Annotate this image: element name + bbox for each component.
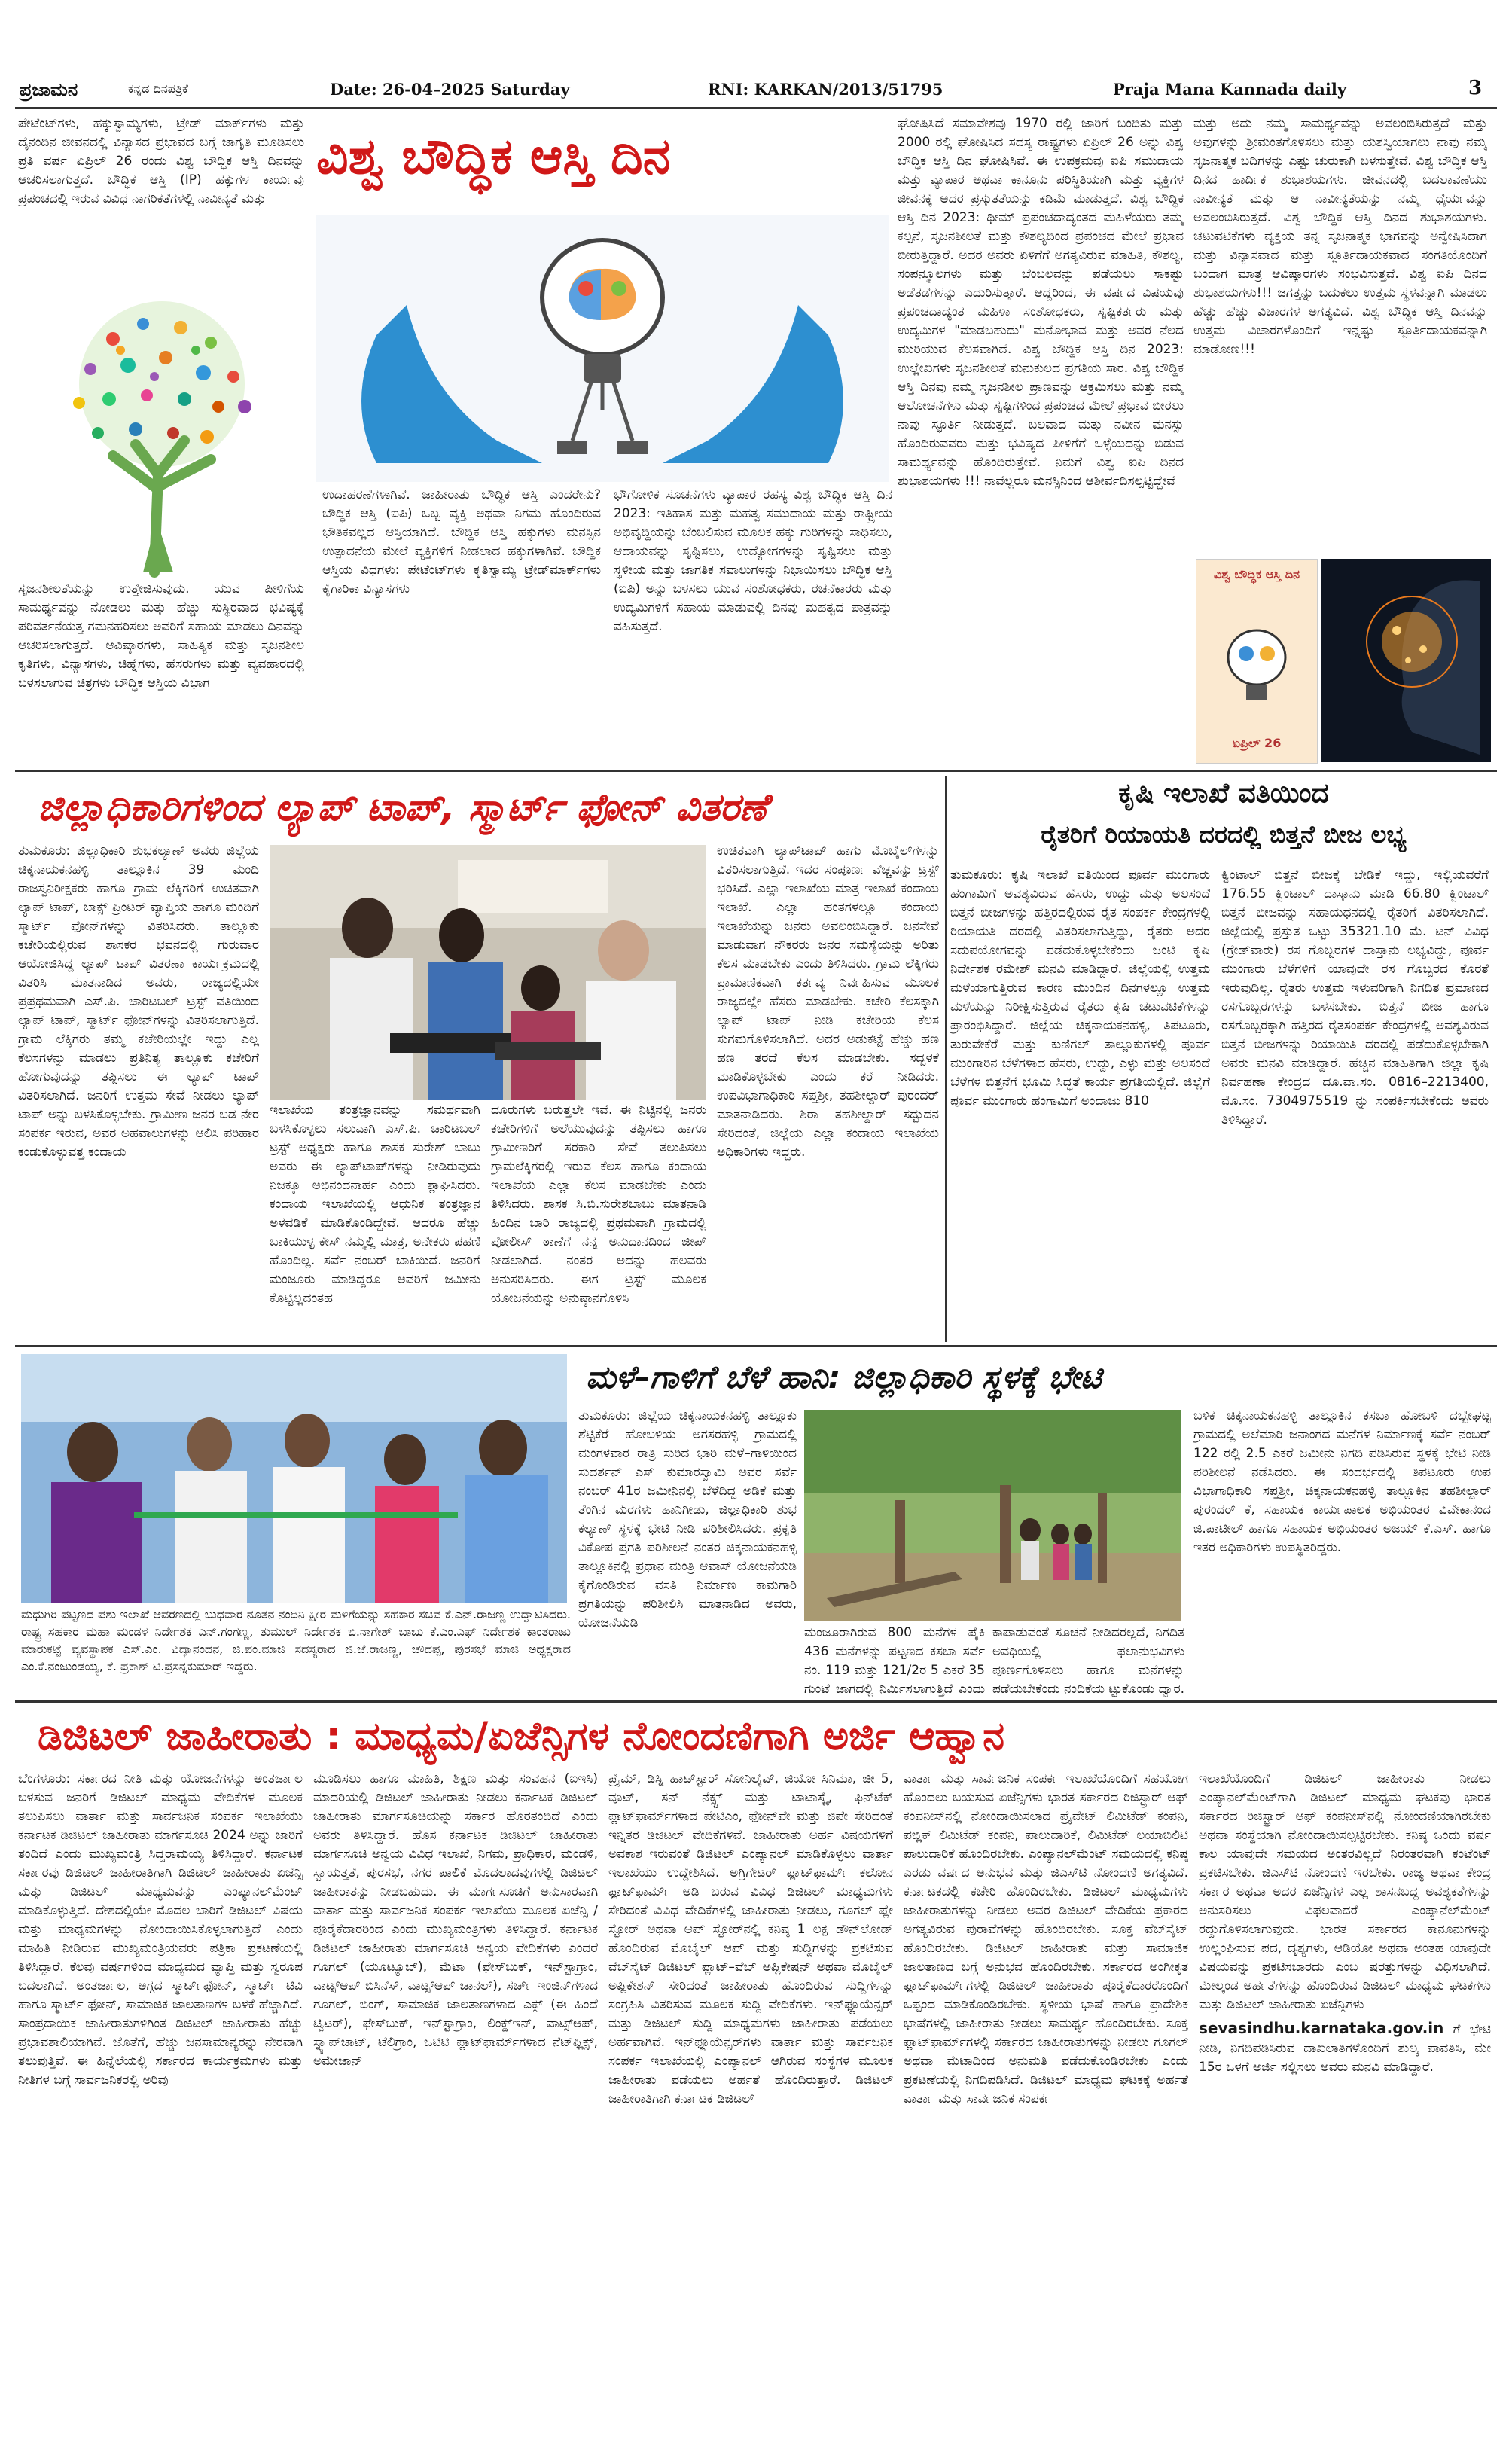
laptop-distribution-photo <box>270 845 706 1100</box>
story5-paragraph: ಇಲಾಖೆಯೊಂದಿಗೆ ಡಿಜಿಟಲ್‌ ಜಾಹೀರಾತು ನೀಡಲು ಎಂಪ್ಯಾನಲ್‌ಮೆಂಟ್‌ಗಾಗಿ ಡಿಜಿಟಲ್‌ ಮಾಧ್ಯಮ ಘಟಕವು ಭಾರತ ಸರ್ಕಾರದ ರಿಜಿಸ್ಟ್ರಾರ್‌ ಆಫ್‌ ಕಂಪನೀಸ್‌ನಲ್ಲಿ ನೋಂದಣಿಯಾಗಿರಬೇಕು ಅಥವಾ ಸಂಸ್ಥೆಯಾಗಿ ನೋಂದಾಯಿಸಲ್ಪಟ್ಟಿರಬೇಕು. ಕನಿಷ್ಠ ಒಂದು ವರ್ಷ ಕಾಲ ಯಾವುದೇ ಸಮಯದ ಅಂತರವಿಲ್ಲದೆ ನಿರಂತರವಾಗಿ ಕಂಟೆಂಟ್‌ ಪ್ರಕಟಿಸಬೇಕು. ಜಿಎಸ್‌ಟಿ ನೋಂದಣಿ ಇರಬೇಕು. ರಾಜ್ಯ ಅಥವಾ ಕೇಂದ್ರ ಸರ್ಕಾರ ಅಥವಾ ಅದರ ಏಜೆನ್ಸಿಗಳ ಎಲ್ಲ ಶಾಸನಬದ್ಧ ಅವಶ್ಯಕತೆಗಳನ್ನು ಅನುಸರಿಸಲು ವಿಫಲವಾದರೆ ಎಂಪ್ಯಾನೆಲ್‌ಮೆಂಟ್‌ ರದ್ದುಗೊಳಿಸಲಾಗುವುದು. ಭಾರತ ಸರ್ಕಾರದ ಕಾನೂನುಗಳನ್ನು ಉಲ್ಲಂಘಿಸುವ ಪದ, ದೃಶ್ಯಗಳು, ಆಡಿಯೋ ಅಥವಾ ಅಂತಹ ಯಾವುದೇ ವಿಷಯವನ್ನು ಪ್ರಕಟಿಸಬಾರದು ಎಂಬ ಷರತ್ತುಗಳನ್ನು ವಿಧಿಸಲಾಗಿದೆ. ಮೇಲ್ಕಂಡ ಅರ್ಹತೆಗಳನ್ನು ಹೊಂದಿರುವ ಡಿಜಿಟಲ್‌ ಮಾಧ್ಯಮ ಘಟಕಗಳು ಮತ್ತು ಡಿಜಿಟಲ್‌ ಜಾಹೀರಾತು ಏಜೆನ್ಸಿಗಳು <box>1199 1771 1491 2012</box>
dairy-inauguration-photo <box>21 1354 567 1603</box>
story2-col3 <box>491 1101 706 1342</box>
story5-headline <box>15 1703 1497 1770</box>
story1-paragraph: ಮತ್ತು ಅದು ನಮ್ಮ ಸಾಮರ್ಥ್ಯವನ್ನು ಅವಲಂಬಿಸಿರುತ್ತದೆ ಮತ್ತು ಅವುಗಳನ್ನು ಶ್ರೀಮಂತಗೊಳಿಸಲು ಮತ್ತು ಯಶಸ್ವಿಯಾಗಲು ನಾವು ನಮ್ಮ ಸೃಜನಾತ್ಮಕ ಬದಿಗಳನ್ನು ಎಷ್ಟು ಚುರುಕಾಗಿ ಬಳಸುತ್ತೇವೆ. ವಿಶ್ವ ಬೌದ್ಧಿಕ ಆಸ್ತಿ ದಿನದ ಹಾರ್ದಿಕ ಶುಭಾಶಯಗಳು. ಜೀವನದಲ್ಲಿ ಬದಲಾವಣೆಯು ನಾವೀನ್ಯತೆ ಮತ್ತು ಆ ನಾವೀನ್ಯತೆಯನ್ನು ನಮ್ಮ ಧೈರ್ಯವನ್ನು ಅವಲಂಬಿಸಿರುತ್ತದೆ. ವಿಶ್ವ ಬೌದ್ಧಿಕ ಆಸ್ತಿ ದಿನದ ಶುಭಾಶಯಗಳು. ಚಟುವಟಿಕೆಗಳು ವ್ಯಕ್ತಿಯ ತನ್ನ ಸೃಜನಾತ್ಮಕ ಭಾಗವನ್ನು ಅನ್ವೇಷಿಸಿದಾಗ ಮತ್ತು ವಿನ್ಯಾಸವಾದ ಮತ್ತು ಸ್ಪೂರ್ತಿದಾಯಕವಾದ ಸಂಗತಿಯೊಂದಿಗೆ ಬಂದಾಗ ಮಾತ್ರ ಆವಿಷ್ಕಾರಗಳು ಸಂಭವಿಸುತ್ತವೆ. ವಿಶ್ವ ಐಪಿ ದಿನದ ಶುಭಾಶಯಗಳು!!! ಜಗತ್ತನ್ನು ಬದುಕಲು ಉತ್ತಮ ಸ್ಥಳವನ್ನಾಗಿ ಮಾಡಲು ಹೆಚ್ಚು ಹೆಚ್ಚು ವಿಚಾರಗಳ ಅಗತ್ಯವಿದೆ. ವಿಶ್ವ ಬೌದ್ಧಿಕ ಆಸ್ತಿ ದಿನವನ್ನು ಉತ್ತಮ ವಿಚಾರಗಳೊಂದಿಗೆ ಇನ್ನಷ್ಟು ಸ್ಪೂರ್ತಿದಾಯಕವನ್ನಾಗಿ ಮಾಡೋಣ!!! <box>1193 116 1487 357</box>
story2-headline <box>15 774 945 842</box>
poster-top-text: ವಿಶ್ವ ಬೌದ್ಧಿಕ ಆಸ್ತಿ ದಿನ <box>1213 567 1300 581</box>
dairy-caption-text: ಮಧುಗಿರಿ ಪಟ್ಟಣದ ಪಶು ಇಲಾಖೆ ಆವರಣದಲ್ಲಿ ಬುಧವಾರ ನೂತನ ನಂದಿನಿ ಕ್ಷೀರ ಮಳಿಗೆಯನ್ನು ಸಹಕಾರ ಸಚಿವ ಕೆ.ಎನ್‌.ರಾಜಣ್ಣ ಉದ್ಘಾಟಿಸಿದರು. ರಾಷ್ಟ್ರ ಸಹಕಾರ ಮಹಾ ಮಂಡಳ ನಿರ್ದೇಶಕ ಎನ್‌.ಗಂಗಣ್ಣ, ತುಮುಲ್‌ ನಿರ್ದೇಶಕ ಬಿ.ನಾಗೇಶ್‌ ಬಾಬು ಕೆ.ಎಂ.ಎಫ್‌ ನಿರ್ದೇಶಕ ಕಾಂತರಾಜು ಮಾರುಕಟ್ಟೆ ವ್ಯವಸ್ಥಾಪಕ ಎಸ್‌.ಎಂ. ವಿದ್ಯಾನಂದನ, ಜಿ.ಪಂ.ಮಾಜಿ ಸದಸ್ಯರಾದ ಜಿ.ಜೆ.ರಾಜಣ್ಣ, ಚೌದಪ್ಪ, ಪುರಸಭೆ ಮಾಜಿ ಅಧ್ಯಕ್ಷರಾದ ಎಂ.ಕೆ.ನಂಜುಂಡಯ್ಯ, ಕೆ. ಪ್ರಕಾಶ್‌ ಟಿ.ಪ್ರಸನ್ನಕುಮಾರ್‌ ಇದ್ದರು. <box>21 1607 571 1673</box>
story1-col4 <box>1193 114 1487 559</box>
story4-paragraph: ಬಳಿಕ ಚಿಕ್ಕನಾಯಕನಹಳ್ಳಿ ತಾಲ್ಲೂಕಿನ ಕಸಬಾ ಹೋಬಳಿ ದಬ್ಬೇಘಟ್ಟ ಗ್ರಾಮದಲ್ಲಿ ಅಲೆಮಾರಿ ಜನಾಂಗದ ಮನೆಗಳ ನಿರ್ಮಾಣಕ್ಕೆ ಸರ್ವೆ ನಂಬರ್‌ 122 ರಲ್ಲಿ 2.5 ಎಕರೆ ಜಮೀನು ನಿಗದಿ ಪಡಿಸಿರುವ ಸ್ಥಳಕ್ಕೆ ಭೇಟಿ ನೀಡಿ ಪರಿಶೀಲನೆ ನಡೆಸಿದರು. ಈ ಸಂದರ್ಭದಲ್ಲಿ ತಿಪಟೂರು ಉಪ ವಿಭಾಗಾಧಿಕಾರಿ ಸಪ್ತಶ್ರೀ, ಚಿಕ್ಕನಾಯಕನಹಳ್ಳಿ ತಾಲ್ಲೂಕಿನ ತಹಶೀಲ್ದಾರ್‌ ಪುರಂದರ್‌ ಕೆ, ಸಹಾಯಕ ಕಾರ್ಯಪಾಲಕ ಅಭಿಯಂತರ ವಿವೇಕಾನಂದ ಜಿ.ಪಾಟೀಲ್‌ ಹಾಗೂ ಸಹಾಯಕ ಅಭಿಯಂತರ ಅಜಯ್‌ ಕೆ.ಎಸ್‌. ಹಾಗೂ ಇತರ ಅಧಿಕಾರಿಗಳು ಉಪಸ್ಥಿತರಿದ್ದರು. <box>1193 1408 1491 1555</box>
section-rule-3 <box>15 1345 1497 1347</box>
story5-paragraph: ವಾರ್ತಾ ಮತ್ತು ಸಾರ್ವಜನಿಕ ಸಂಪರ್ಕ ಇಲಾಖೆಯೊಂದಿಗೆ ಸಹಯೋಗ ಹೊಂದಲು ಬಯಸುವ ಏಜೆನ್ಸಿಗಳು ಭಾರತ ಸರ್ಕಾರದ ರಿಜಿಸ್ಟ್ರಾರ್‌ ಆಫ್‌ ಕಂಪನೀಸ್‌ನಲ್ಲಿ ನೋಂದಾಯಿಸಲಾದ ಪ್ರೈವೇಟ್‌ ಲಿಮಿಟೆಡ್‌ ಕಂಪನಿ, ಪಬ್ಲಿಕ್‌ ಲಿಮಿಟೆಡ್‌ ಕಂಪನಿ, ಪಾಲುದಾರಿಕೆ, ಲಿಮಿಟೆಡ್‌ ಲಯಾಬಿಲಿಟಿ ಪಾಲುದಾರಿಕೆ ಹೊಂದಿರಬೇಕು. ಎಂಪ್ಯಾನಲ್‌ಮೆಂಟ್‌ ಸಮಯದಲ್ಲಿ ಕನಿಷ್ಠ ಎರಡು ವರ್ಷದ ಅನುಭವ ಮತ್ತು ಜಿಎಸ್‌ಟಿ ನೋಂದಣಿ ಅಗತ್ಯವಿದೆ. ಕರ್ನಾಟಕದಲ್ಲಿ ಕಚೇರಿ ಹೊಂದಿರಬೇಕು. ಡಿಜಿಟಲ್‌ ಮಾಧ್ಯಮಗಳು ಜಾಹೀರಾತುಗಳನ್ನು ನೀಡಲು ಅವರ ಡಿಜಿಟಲ್‌ ವೇದಿಕೆಯ ಪ್ರಕಾರದ ಅಗತ್ಯವಿರುವ ಪುರಾವೆಗಳನ್ನು ಹೊಂದಿರಬೇಕು. ಸೂಕ್ತ ವೆಬ್‌ಸೈಟ್‌ ಹೊಂದಿರಬೇಕು. ಡಿಜಿಟಲ್‌ ಜಾಹೀರಾತು ಮತ್ತು ಸಾಮಾಜಿಕ ಜಾಲತಾಣದ ಬಗ್ಗೆ ಅನುಭವ ಹೊಂದಿರಬೇಕು. ಸರ್ಕಾರದ ಅಂಗೀಕೃತ ಫ್ಲಾಟ್‌ಫಾರ್ಮ್‌ಗಳಲ್ಲಿ ಡಿಜಿಟಲ್‌ ಜಾಹೀರಾತು ಪೂರೈಕೆದಾರರೊಂದಿಗೆ ಒಪ್ಪಂದ ಮಾಡಿಕೊಂಡಿರಬೇಕು. ಸ್ಥಳೀಯ ಭಾಷೆ ಹಾಗೂ ಪ್ರಾದೇಶಿಕ ಭಾಷೆಗಳಲ್ಲಿ ಜಾಹೀರಾತು ನೀಡಲು ಸಾಮರ್ಥ್ಯ ಹೊಂದಿರಬೇಕು. ಸೂಕ್ತ ಫ್ಲಾಟ್‌ಫಾರ್ಮ್‌ಗಳಲ್ಲಿ ಸರ್ಕಾರದ ಜಾಹೀರಾತುಗಳನ್ನು ನೀಡಲು ಗೂಗಲ್‌ ಅಥವಾ ಮೆಟಾದಿಂದ ಅನುಮತಿ ಪಡೆದುಕೊಂಡಿರಬೇಕು ಎಂದು ಪ್ರಕಟಣೆಯಲ್ಲಿ ನಿಗದಿಪಡಿಸಿದೆ. ಡಿಜಿಟಲ್‌ ಮಾಧ್ಯಮ ಘಟಕಕ್ಕೆ ಅರ್ಹತೆ ವಾರ್ತಾ ಮತ್ತು ಸಾರ್ವಜನಿಕ ಸಂಪರ್ಕ <box>904 1771 1188 2106</box>
masthead-rule <box>15 107 1497 109</box>
story3-col1 <box>950 866 1210 1342</box>
story4-photo-caption <box>804 1624 985 1699</box>
story2-paragraph: ಉಚಿತವಾಗಿ ಲ್ಯಾಪ್‌ಟಾಪ್‌ ಹಾಗು ಮೊಬೈಲ್‌ಗಳನ್ನು ವಿತರಿಸಲಾಗುತ್ತಿದೆ. ಇದರ ಸಂಪೂರ್ಣ ವೆಚ್ಚವನ್ನು ಟ್ರಸ್ಟ್‌ ಭರಿಸಿದೆ. ಎಲ್ಲಾ ಇಲಾಖೆಯ ಮಾತ್ರ ಇಲಾಖೆ ಕಂದಾಯ ಇಲಾಖೆ. ಎಲ್ಲಾ ಹಂತಗಳಲ್ಲೂ ಕಂದಾಯ ಇಲಾಖೆಯನ್ನು ಜನರು ಅವಲಂಬಿಸಿದ್ದಾರೆ. ಜನಸೇವೆ ಮಾಡುವಾಗ ನೌಕರರು ಜನರ ಸಮಸ್ಯೆಯನ್ನು ಅರಿತು ಕೆಲಸ ಮಾಡಬೇಕು ಎಂದು ತಿಳಿಸಿದರು. ಗ್ರಾಮ ಲೆಕ್ಕಿಗರು ಪ್ರಾಮಾಣಿಕವಾಗಿ ಕರ್ತವ್ಯ ನಿರ್ವಹಿಸುವ ಮೂಲಕ ರಾಜ್ಯದಲ್ಲೇ ಹೆಸರು ಮಾಡಬೇಕು. ಕಚೇರಿ ಕೆಲಸಕ್ಕಾಗಿ ಲ್ಯಾಪ್‌ ಟಾಪ್‌ ನೀಡಿ ಕಚೇರಿಯ ಕೆಲಸ ಸುಗಮಗೊಳಿಸಲಾಗಿದೆ. ಅದರ ಅಡುಕಟ್ಟೆ ಹೆಚ್ಚು ಹಣ ಹಣ ತರದೆ ಕೆಲಸ ಮಾಡಬೇಕು. ಸದ್ಬಳಕೆ ಮಾಡಿಕೊಳ್ಳಬೇಕು ಎಂದು ಕರೆ ನೀಡಿದರು. ಉಪವಿಭಾಗಾಧಿಕಾರಿ ಸಪ್ತಶ್ರೀ, ತಹಶೀಲ್ದಾರ್‌ ಪುರಂದರ್‌ ಮಾತನಾಡಿದರು. ಶಿರಾ ತಹಶೀಲ್ದಾರ್‌ ಸದ್ಬುದನ ಸೇರಿದಂತೆ, ಜಿಲ್ಲೆಯ ಎಲ್ಲಾ ಕಂದಾಯ ಇಲಾಖೆಯ ಅಧಿಕಾರಿಗಳು ಇದ್ದರು. <box>717 843 939 1160</box>
story2-headline-text: ಜಿಲ್ಲಾಧಿಕಾರಿಗಳಿಂದ ಲ್ಯಾಪ್‌ ಟಾಪ್‌, ಸ್ಮಾರ್ಟ್‌ ಫೋನ್‌ ವಿತರಣೆ <box>38 785 767 829</box>
story5-paragraph: ಮೂಡಿಸಲು ಹಾಗೂ ಮಾಹಿತಿ, ಶಿಕ್ಷಣ ಮತ್ತು ಸಂವಹನ (ಐಇಸಿ) ಮಾದರಿಯಲ್ಲಿ ಡಿಜಿಟಲ್‌ ಜಾಹೀರಾತು ನೀಡಲು ಕರ್ನಾಟಕ ಡಿಜಿಟಲ್‌ ಜಾಹೀರಾತು ಮಾರ್ಗಸೂಚಿಯನ್ನು ಸರ್ಕಾರ ಹೊರತಂದಿದೆ ಎಂದು ಅವರು ತಿಳಿಸಿದ್ದಾರೆ. ಹೊಸ ಕರ್ನಾಟಕ ಡಿಜಿಟಲ್‌ ಜಾಹೀರಾತು ಮಾರ್ಗಸೂಚಿ ಅನ್ವಯ ವಿವಿಧ ಇಲಾಖೆ, ನಿಗಮ, ಪ್ರಾಧಿಕಾರ, ಮಂಡಳಿ, ಸ್ವಾಯತ್ತತೆ, ಪುರಸಭೆ, ನಗರ ಪಾಲಿಕೆ ಮೊದಲಾದವುಗಳಲ್ಲಿ ಡಿಜಿಟಲ್‌ ಜಾಹೀರಾತನ್ನು ನೀಡಬಹುದು. ಈ ಮಾರ್ಗಸೂಚಿಗೆ ಅನುಸಾರವಾಗಿ ವಾರ್ತಾ ಮತ್ತು ಸಾರ್ವಜನಿಕ ಸಂಪರ್ಕ ಇಲಾಖೆಯ ಮೂಲಕ ಏಜೆನ್ಸಿ / ಪೂರೈಕೆದಾರರಿಂದ ಎಂದು ಮುಖ್ಯಮಂತ್ರಿಗಳು ತಿಳಿಸಿದ್ದಾರೆ. ಕರ್ನಾಟಕ ಡಿಜಿಟಲ್‌ ಜಾಹೀರಾತು ಮಾರ್ಗಸೂಚಿ ಅನ್ವಯ ವೇದಿಕೆಗಳು ಎಂದರೆ ಗೂಗಲ್‌ (ಯೂಟ್ಯೂಬ್‌), ಮೆಟಾ (ಫೇಸ್‌ಬುಕ್‌, ಇನ್‌ಸ್ಟಾಗ್ರಾಂ, ವಾಟ್ಸ್‌ಆಪ್‌ ಬಿಸಿನೆಸ್‌, ವಾಟ್ಸ್‌ಆಪ್‌ ಚಾನಲ್‌), ಸರ್ಚ್‌ ಇಂಜಿನ್‌ಗಳಾದ ಗೂಗಲ್‌, ಬಿಂಗ್‌, ಸಾಮಾಜಿಕ ಜಾಲತಾಣಗಳಾದ ಎಕ್ಸ್‌ (ಈ ಹಿಂದೆ ಟ್ವಿಟರ್‌), ಫೇಸ್‌ಬುಕ್‌, ಇನ್‌ಸ್ಟಾಗ್ರಾಂ, ಲಿಂಕ್ಡ್‌ಇನ್‌, ವಾಟ್ಸ್‌ಆಪ್‌, ಸ್ನ್ಯಾಪ್‌ಚಾಟ್‌, ಟೆಲಿಗ್ರಾಂ, ಒಟಿಟಿ ಪ್ಲಾಟ್‌ಫಾರ್ಮ್‌ಗಳಾದ ನೆಟ್‌ಫ್ಲಿಕ್ಸ್‌, ಅಮೇಜಾನ್‌ <box>313 1771 598 2069</box>
story1-paragraph: ಸೃಜನಶೀಲತೆಯನ್ನು ಉತ್ತೇಜಿಸುವುದು. ಯುವ ಪೀಳಿಗೆಯ ಸಾಮರ್ಥ್ಯವನ್ನು ನೋಡಲು ಮತ್ತು ಹೆಚ್ಚು ಸುಸ್ಥಿರವಾದ ಭವಿಷ್ಯಕ್ಕೆ ಪರಿವರ್ತನೆಯತ್ತ ಗಮನಹರಿಸಲು ಅವರಿಗೆ ಸಹಾಯ ಮಾಡಲು ದಿನವನ್ನು ಆಚರಿಸಲಾಗುತ್ತದೆ. ಆವಿಷ್ಕಾರಗಳು, ಸಾಹಿತ್ಯಿಕ ಮತ್ತು ಸೃಜನಶೀಲ ಕೃತಿಗಳು, ವಿನ್ಯಾಸಗಳು, ಚಿಹ್ನೆಗಳು, ಹೆಸರುಗಳು ಮತ್ತು ವ್ಯವಹಾರದಲ್ಲಿ ಬಳಸಲಾಗುವ ಚಿತ್ರಗಳು ಬೌದ್ಧಿಕ ಆಸ್ತಿಯ ವಿಭಾಗ <box>18 581 304 691</box>
story5-col4 <box>904 1770 1188 2432</box>
story1-paragraph: ಭೌಗೋಳಿಕ ಸೂಚನೆಗಳು ವ್ಯಾಪಾರ ರಹಸ್ಯ ವಿಶ್ವ ಬೌದ್ಧಿಕ ಆಸ್ತಿ ದಿನ 2023: ಇತಿಹಾಸ ಮತ್ತು ಮಹತ್ವ ಸಮುದಾಯ ಮತ್ತು ರಾಷ್ಟ್ರೀಯ ಅಭಿವೃದ್ಧಿಯನ್ನು ಬೆಂಬಲಿಸುವ ಮೂಲಕ ಹಕ್ಕು ಗುರಿಗಳನ್ನು ಸಾಧಿಸಲು, ಆದಾಯವನ್ನು ಸೃಷ್ಟಿಸಲು, ಉದ್ಯೋಗಗಳನ್ನು ಸೃಷ್ಟಿಸಲು ಮತ್ತು ಸ್ಥಳೀಯ ಮತ್ತು ಜಾಗತಿಕ ಸವಾಲುಗಳನ್ನು ನಿಭಾಯಿಸಲು ಬೌದ್ಧಿಕ ಆಸ್ತಿ (ಐಪಿ) ಅನ್ನು ಬಳಸಲು ಯುವ ಸಂಶೋಧಕರು, ರಚನೆಕಾರರು ಮತ್ತು ಉದ್ಯಮಿಗಳಿಗೆ ಸಹಾಯ ಮಾಡುವಲ್ಲಿ ದಿನವು ಮಹತ್ವದ ಪಾತ್ರವನ್ನು ವಹಿಸುತ್ತದೆ. <box>614 487 892 634</box>
masthead-rni: RNI: KARKAN/2013/51795 <box>708 80 943 99</box>
story1-under-image-a <box>322 486 601 764</box>
story1-paragraph: ಪೇಟೆಂಟ್‌ಗಳು, ಹಕ್ಕುಸ್ವಾಮ್ಯಗಳು, ಟ್ರೇಡ್‌ ಮಾರ್ಕ್‌ಗಳು ಮತ್ತು ದೈನಂದಿನ ಜೀವನದಲ್ಲಿ ವಿನ್ಯಾಸದ ಪ್ರಭಾವದ ಬಗ್ಗೆ ಜಾಗೃತಿ ಮೂಡಿಸಲು ಪ್ರತಿ ವರ್ಷ ಏಪ್ರಿಲ್‌ 26 ರಂದು ವಿಶ್ವ ಬೌದ್ಧಿಕ ಆಸ್ತಿ ದಿನವನ್ನು ಆಚರಿಸಲಾಗುತ್ತದೆ. ಬೌದ್ಧಿಕ ಆಸ್ತಿ (IP) ಹಕ್ಕುಗಳ ಕಾರ್ಯವು ಪ್ರಪಂಚದಲ್ಲಿ ಇರುವ ವಿವಿಧ ನಾಗರಿಕತೆಗಳಲ್ಲಿ ನಾವೀನ್ಯತೆ ಮತ್ತು <box>18 116 304 206</box>
tree-illustration <box>23 294 301 580</box>
story2-paragraph: ಇಲಾಖೆಯ ತಂತ್ರಜ್ಞಾನವನ್ನು ಸಮರ್ಥವಾಗಿ ಬಳಸಿಕೊಳ್ಳಲು ಸಲುವಾಗಿ ಎಸ್‌.ಪಿ. ಚಾರಿಟಬಲ್‌ ಟ್ರಸ್ಟ್‌ ಅಧ್ಯಕ್ಷರು ಹಾಗೂ ಶಾಸಕ ಸುರೇಶ್‌ ಬಾಬು ಅವರು ಈ ಲ್ಯಾಪ್‌ಟಾಪ್‌ಗಳನ್ನು ನೀಡಿರುವುದು ನಿಜಕ್ಕೂ ಅಭಿನಂದನಾರ್ಹ ಎಂದು ಶ್ಲಾಘಿಸಿದರು. ಕಂದಾಯ ಇಲಾಖೆಯಲ್ಲಿ ಆಧುನಿಕ ತಂತ್ರಜ್ಞಾನ ಅಳವಡಿಕೆ ಮಾಡಿಕೊಂಡಿದ್ದೇವೆ. ಆದರೂ ಹೆಚ್ಚು ಬಾಕಿಯುಳ್ಳ ಕೇಸ್‌ ನಮ್ಮಲ್ಲಿ ಮಾತ್ರ, ಅನೇಕರು ಪಹಣಿ ಹೊಂದಿಲ್ಲ. ಸರ್ವೆ ನಂಬರ್‌ ಬಾಕಿಯಿದೆ. ಜನರಿಗೆ ಮಂಜೂರು ಮಾಡಿದ್ದರೂ ಅವರಿಗೆ ಜಮೀನು ಕೊಟ್ಟಿಲ್ಲದಂತಹ <box>270 1103 480 1306</box>
crop-field-photo <box>804 1410 1181 1621</box>
story2-col2 <box>270 1101 480 1342</box>
story5-col3 <box>608 1770 893 2432</box>
story3-headline <box>950 774 1497 865</box>
story4-col3 <box>1193 1407 1491 1700</box>
head-profile-image <box>1321 559 1491 762</box>
ip-day-hero-image <box>316 215 889 482</box>
story4-col2 <box>992 1624 1184 1699</box>
story3-paragraph: ಕ್ವಿಂಟಾಲ್‌ ಬಿತ್ತನೆ ಬೀಜಕ್ಕೆ ಬೇಡಿಕೆ ಇದ್ದು, ಇಲ್ಲಿಯವರೆಗೆ 176.55 ಕ್ವಿಂಟಾಲ್‌ ದಾಸ್ತಾನು ಮಾಡಿ 66.80 ಕ್ವಿಂಟಾಲ್‌ ಬಿತ್ತನೆ ಬೀಜವನ್ನು ಸಹಾಯಧನದಲ್ಲಿ ರೈತರಿಗೆ ವಿತರಿಸಲಾಗಿದೆ. ಜಿಲ್ಲೆಯಲ್ಲಿ ಪ್ರಸ್ತುತ ಒಟ್ಟು 35321.10 ಮೆ. ಟನ್‌ ವಿವಿಧ (ಗ್ರೇಡ್‌ವಾರು) ರಸ ಗೊಬ್ಬರಗಳ ದಾಸ್ತಾನು ಲಭ್ಯವಿದ್ದು, ಪೂರ್ವ ಮುಂಗಾರು ಬೆಳೆಗಳಿಗೆ ಯಾವುದೇ ರಸ ಗೊಬ್ಬರದ ಕೊರತೆ ಇರುವುದಿಲ್ಲ. ರೈತರು ಉತ್ತಮ ಇಳುವರಿಗಾಗಿ ನಿಗದಿತ ಪ್ರಮಾಣದ ರಸಗೊಬ್ಬರಗಳನ್ನು ಬಳಸಬೇಕು. ಬಿತ್ತನೆ ಬೀಜ ಹಾಗೂ ರಸಗೊಬ್ಬರಕ್ಕಾಗಿ ಹತ್ತಿರದ ರೈತಸಂಪರ್ಕ ಕೇಂದ್ರಗಳಲ್ಲಿ ಅವಶ್ಯವಿರುವ ಬಿತ್ತನೆ ಬೀಜಗಳನ್ನು ರಿಯಾಯಿತಿ ದರದಲ್ಲಿ ಪಡೆದುಕೊಳ್ಳಬೇಕಾಗಿ ಅವರು ಮನವಿ ಮಾಡಿದ್ದಾರೆ. ಹೆಚ್ಚಿನ ಮಾಹಿತಿಗಾಗಿ ಜಿಲ್ಲಾ ಕೃಷಿ ನಿರ್ವಹಣಾ ಕೇಂದ್ರದ ದೂ.ವಾ.ಸಂ. 0816–2213400, ಮೊ.ಸಂ. 7304975519 ನ್ನು ಸಂಪರ್ಕಿಸಬೇಕೆಂದು ಅವರು ತಿಳಿಸಿದ್ದಾರೆ. <box>1221 868 1489 1127</box>
story5-col5 <box>1199 1770 1491 2432</box>
story4-headline-text: ಮಳೆ–ಗಾಳಿಗೆ ಬೆಳೆ ಹಾನಿ: ಜಿಲ್ಲಾಧಿಕಾರಿ ಸ್ಥಳಕ್ಕೆ ಭೇಟಿ <box>586 1359 1102 1395</box>
dairy-photo-caption <box>21 1606 571 1692</box>
story3-headline-line1: ಕೃಷಿ ಇಲಾಖೆ ವತಿಯಿಂದ <box>1118 778 1329 809</box>
masthead-paper-name: Praja Mana Kannada daily <box>1113 80 1347 99</box>
story5-headline-text: ಡಿಜಿಟಲ್‌ ಜಾಹೀರಾತು : ಮಾಧ್ಯಮ/ಏಜೆನ್ಸಿಗಳ ನೋಂದಣಿಗಾಗಿ ಅರ್ಜಿ ಆಹ್ವಾನ <box>38 1714 1005 1759</box>
poster-bottom-text: ಏಪ್ರಿಲ್‌ 26 <box>1232 736 1282 750</box>
story4-paragraph: ಕಾಪಾಡುವಂತೆ ಸೂಚನೆ ನೀಡಿದರಲ್ಲದೆ, ನಿಗದಿತ ಅವಧಿಯಲ್ಲಿ ಫಲಾನುಭವಿಗಳು ಪೂರ್ಣಗೊಳಿಸಲು ಹಾಗೂ ಮನೆಗಳನ್ನು ಪಡೆಯಬೇಕೆಂದು ನಂದಿಕೆಯ ಟ್ಟುಕೊಂಡು ದ್ವಾರ. <box>992 1625 1184 1697</box>
section-rule-4 <box>15 1700 1497 1703</box>
story2-col1 <box>18 842 259 1339</box>
section-rule-1 <box>15 770 1497 772</box>
masthead-brand: ಪ್ರಜಾಮನ <box>20 78 78 100</box>
story2-paragraph: ತುಮಕೂರು: ಜಿಲ್ಲಾಧಿಕಾರಿ ಶುಭಕಲ್ಯಾಣ್‌ ಅವರು ಜಿಲ್ಲೆಯ ಚಿಕ್ಕನಾಯಕನಹಳ್ಳಿ ತಾಲ್ಲೂಕಿನ 39 ಮಂದಿ ರಾಜಸ್ವನಿರೀಕ್ಷಕರು ಹಾಗೂ ಗ್ರಾಮ ಲೆಕ್ಕಿಗರಿಗೆ ಉಚಿತವಾಗಿ ಲ್ಯಾಪ್‌ ಟಾಪ್‌, ಬಾಕ್ಸ್‌ ಪ್ರಿಂಟರ್‌ ವ್ಯಾಪ್ತಿಯ ಹಾಗೂ ಮಂದಿಗೆ ಸ್ಮಾರ್ಟ್‌ ಫೋನ್‌ಗಳನ್ನು ವಿತರಿಸಿದರು. ತಾಲ್ಲೂಕು ಕಚೇರಿಯಲ್ಲಿರುವ ಶಾಸಕರ ಭವನದಲ್ಲಿ ಗುರುವಾರ ಆಯೋಜಿಸಿದ್ದ ಲ್ಯಾಪ್‌ ಟಾಪ್‌ ವಿತರಣಾ ಕಾರ್ಯಕ್ರಮದಲ್ಲಿ ವಿತರಿಸಿ ಮಾತನಾಡಿದ ಅವರು, ರಾಜ್ಯದಲ್ಲಿಯೇ ಪ್ರಪ್ರಥಮವಾಗಿ ಎಸ್‌.ಪಿ. ಚಾರಿಟಬಲ್‌ ಟ್ರಸ್ಟ್‌ ವತಿಯಿಂದ ಲ್ಯಾಪ್‌ ಟಾಪ್‌, ಸ್ಮಾರ್ಟ್‌ ಫೋನ್‌ಗಳನ್ನು ವಿತರಿಸಲಾಗುತ್ತಿದೆ. ಗ್ರಾಮ ಲೆಕ್ಕಿಗರು ತಮ್ಮ ಕಚೇರಿಯಲ್ಲೇ ಇದ್ದು ಎಲ್ಲ ಕೆಲಸಗಳನ್ನು ಮಾಡಲು ಪ್ರತಿನಿತ್ಯ ತಾಲ್ಲೂಕು ಕಚೇರಿಗೆ ಹೋಗುವುದನ್ನು ತಪ್ಪಿಸಲು ಈ ಲ್ಯಾಪ್‌ ಟಾಪ್‌ ವಿತರಿಸಲಾಗಿದೆ. ಜನರಿಗೆ ಉತ್ತಮ ಸೇವೆ ನೀಡಲು ಲ್ಯಾಪ್‌ ಟಾಪ್‌ ಅನ್ನು ಬಳಸಿಕೊಳ್ಳಬೇಕು. ಗ್ರಾಮೀಣ ಜನರ ಬಡ ನೇರ ಸಂಪರ್ಕ ಇರುವ, ಅವರ ಅಹವಾಲುಗಳನ್ನು ಆಲಿಸಿ ಪರಿಹಾರ ಕಂಡುಕೊಳ್ಳುವತ್ತ ಕಂದಾಯ <box>18 843 259 1160</box>
masthead-date: Date: 26-04–2025 Saturday <box>330 80 570 99</box>
story5-col1 <box>18 1770 303 2432</box>
story1-paragraph: ಘೋಷಿಸಿದೆ ಸಮಾವೇಶವು 1970 ರಲ್ಲಿ ಜಾರಿಗೆ ಬಂದಿತು ಮತ್ತು 2000 ರಲ್ಲಿ ಘೋಷಿಸಿದ ಸದಸ್ಯ ರಾಷ್ಟ್ರಗಳು ಏಪ್ರಿಲ್‌ 26 ಅನ್ನು ವಿಶ್ವ ಬೌದ್ಧಿಕ ಆಸ್ತಿ ದಿನ ಘೋಷಿಸಿವೆ. ಈ ಉಪಕ್ರಮವು ಐಪಿ ಸಮುದಾಯ ಮತ್ತು ವ್ಯಾಪಾರ ಅಥವಾ ಕಾನೂನು ಪರಿಸ್ಥಿತಿಯಾಗಿ ಮತ್ತು ವ್ಯಕ್ತಿಗಳ ಜೀವನಕ್ಕೆ ಅದರ ಪ್ರಸ್ತುತತೆಯನ್ನು ಕಡಿಮೆ ಮಾಡುತ್ತದೆ. ವಿಶ್ವ ಬೌದ್ಧಿಕ ಆಸ್ತಿ ದಿನ 2023: ಥೀಮ್‌ ಪ್ರಪಂಚದಾದ್ಯಂತದ ಮಹಿಳೆಯರು ತಮ್ಮ ಕಲ್ಪನೆ, ಸೃಜನಶೀಲತೆ ಮತ್ತು ಕೌಶಲ್ಯದಿಂದ ಪ್ರಪಂಚದ ಮೇಲೆ ಪ್ರಭಾವ ಬೀರುತ್ತಿದ್ದಾರೆ. ಅದರ ಅವರು ಏಳಿಗೆಗೆ ಅಗತ್ಯವಿರುವ ಮಾಹಿತಿ, ಕೌಶಲ್ಯ, ಸಂಪನ್ಮೂಲಗಳು ಮತ್ತು ಬೆಂಬಲವನ್ನು ಪಡೆಯಲು ಸಾಕಷ್ಟು ಅಡೆತಡೆಗಳನ್ನು ಎದುರಿಸುತ್ತಾರೆ. ಆದ್ದರಿಂದ, ಈ ವರ್ಷದ ವಿಷಯವು ಪ್ರಪಂಚದಾದ್ಯಂತ ಮಹಿಳಾ ಸಂಶೋಧಕರು, ಸೃಷ್ಟಿಕರ್ತರು ಮತ್ತು ಉದ್ಯಮಿಗಳ "ಮಾಡಬಹುದು" ಮನೋಭಾವ ಮತ್ತು ಅವರ ನೆಲದ ಮುರಿಯುವ ಕೆಲಸವಾಗಿದೆ. ವಿಶ್ವ ಬೌದ್ಧಿಕ ಆಸ್ತಿ ದಿನ 2023: ಉಲ್ಲೇಖಗಳು ಸೃಜನಶೀಲತೆ ಮನುಕುಲದ ಪ್ರಗತಿಯ ಸಾರ. ವಿಶ್ವ ಬೌದ್ಧಿಕ ಆಸ್ತಿ ದಿನವು ನಮ್ಮ ಸೃಜನಶೀಲ ಪ್ರಾಣವನ್ನು ಆಕ್ರಮಿಸಲು ಮತ್ತು ನಮ್ಮ ಆಲೋಚನೆಗಳು ಮತ್ತು ಸೃಷ್ಟಿಗಳಿಂದ ಪ್ರಪಂಚದ ಮೇಲೆ ಪ್ರಭಾವ ಬೀರಲು ನಾವು ಸ್ಫೂರ್ತಿ ನೀಡುತ್ತದೆ. ಬಲವಾದ ಮತ್ತು ನವೀನ ಮನಸ್ಸು ಹೊಂದಿರುವವರು ಮತ್ತು ಭವಿಷ್ಯದ ಪೀಳಿಗೆಗೆ ಒಳ್ಳೆಯದನ್ನು ಬಿಡುವ ಸಾಮರ್ಥ್ಯವನ್ನು ಹೊಂದಿರುತ್ತೇವೆ. ನಿಮಗೆ ವಿಶ್ವ ಐಪಿ ದಿನದ ಶುಭಾಶಯಗಳು !!! ನಾವೆಲ್ಲರೂ ಮನಸ್ಸಿನಿಂದ ಆಶೀರ್ವದಿಸಲ್ಪಟ್ಟಿದ್ದೇವೆ <box>898 116 1184 489</box>
ip-day-poster <box>1196 559 1318 764</box>
story4-headline <box>578 1348 1497 1408</box>
story1-col1-top <box>18 114 304 292</box>
story3-col2 <box>1221 866 1489 1342</box>
story1-paragraph: ಉದಾಹರಣೆಗಳಾಗಿವೆ. ಜಾಹೀರಾತು ಬೌದ್ಧಿಕ ಆಸ್ತಿ ಎಂದರೇನು? ಬೌದ್ಧಿಕ ಆಸ್ತಿ (ಐಪಿ) ಒಬ್ಬ ವ್ಯಕ್ತಿ ಅಥವಾ ನಿಗಮ ಹೊಂದಿರುವ ಭೌತಿಕವಲ್ಲದ ಆಸ್ತಿಯಾಗಿದೆ. ಬೌದ್ಧಿಕ ಆಸ್ತಿ ಹಕ್ಕುಗಳು ಮನಸ್ಸಿನ ಉತ್ಪಾದನೆಯ ಮೇಲೆ ವ್ಯಕ್ತಿಗಳಿಗೆ ನೀಡಲಾದ ಹಕ್ಕುಗಳಾಗಿವೆ. ಬೌದ್ಧಿಕ ಆಸ್ತಿಯ ವಿಧಗಳು: ಪೇಟೆಂಟ್‌ಗಳು ಕೃತಿಸ್ವಾಮ್ಯ ಟ್ರೇಡ್‌ಮಾರ್ಕ್‌ಗಳು ಕೈಗಾರಿಕಾ ವಿನ್ಯಾಸಗಳು <box>322 487 601 596</box>
story2-col4 <box>717 842 939 1342</box>
section-rule-2 <box>945 776 947 1342</box>
story1-headline <box>309 113 889 203</box>
story1-col1-bottom <box>18 580 304 768</box>
story5-col2 <box>313 1770 598 2432</box>
story4-paragraph: ಮಂಜೂರಾಗಿರುವ 800 ಮನೆಗಳ ಪೈಕಿ 436 ಮನೆಗಳನ್ನು ಪಟ್ಟಣದ ಕಸಬಾ ಸರ್ವೆ ನಂ. 119 ಮತ್ತು 121/2ರ 5 ಎಕರೆ 35 ಗುಂಟೆ ಜಾಗದಲ್ಲಿ ನಿರ್ಮಿಸಲಾಗುತ್ತಿದೆ ಎಂದು <box>804 1625 985 1697</box>
masthead-tagline: ಕನ್ನಡ ದಿನಪತ್ರಿಕೆ <box>128 81 189 96</box>
masthead <box>15 75 1497 107</box>
story5-paragraph: ಪ್ರೈಮ್‌, ಡಿಸ್ನಿ ಹಾಟ್‌ಸ್ಟಾರ್‌ ಸೋನಿಲೈವ್‌, ಜಿಯೋ ಸಿನಿಮಾ, ಜೀ 5, ವೂಟ್‌, ಸನ್‌ ನೆಕ್ಸ್ಟ್‌ ಮತ್ತು ಟಾಟಾಸ್ಕೈ, ಫಿನ್‌ಟೆಕ್‌ ಪ್ಲಾಟ್‌ಫಾರ್ಮ್‌ಗಳಾದ ಪೇಟಿಎಂ, ಫೋನ್‌ಪೇ ಮತ್ತು ಜಿಪೇ ಸೇರಿದಂತೆ ಇನ್ನಿತರ ಡಿಜಿಟಲ್‌ ವೇದಿಕೆಗಳಿವೆ. ಜಾಹೀರಾತು ಅರ್ಹ ವಿಷಯಗಳಿಗೆ ಅವಕಾಶ ಇರುವಂತೆ ಡಿಜಿಟಲ್‌ ಎಂಪ್ಯಾನಲ್‌ ಮಾಡಿಕೊಳ್ಳಲು ವಾರ್ತಾ ಇಲಾಖೆಯು ಉದ್ದೇಶಿಸಿದೆ. ಅಗ್ರಿಗೇಟರ್‌ ಪ್ಲಾಟ್‌ಫಾರ್ಮ್‌ ಕಲೋನ ಫ್ಲಾಟ್‌ಫಾರ್ಮ್‌ ಅಡಿ ಬರುವ ವಿವಿಧ ಡಿಜಿಟಲ್‌ ಮಾಧ್ಯಮಗಳು ಸೇರಿದಂತೆ ವಿವಿಧ ವೇದಿಕೆಗಳಲ್ಲಿ ಜಾಹೀರಾತು ನೀಡಲು, ಗೂಗಲ್‌ ಪ್ಲೇ ಸ್ಟೋರ್‌ ಅಥವಾ ಆಪ್‌ ಸ್ಟೋರ್‌ನಲ್ಲಿ ಕನಿಷ್ಠ 1 ಲಕ್ಷ ಡೌನ್‌ಲೋಡ್‌ ಹೊಂದಿರುವ ಮೊಬೈಲ್‌ ಆಪ್‌ ಮತ್ತು ಸುದ್ದಿಗಳನ್ನು ಪ್ರಕಟಿಸುವ ವೆಬ್‌ಸೈಟ್‌ ಡಿಜಿಟಲ್‌ ಫ್ಲಾಟ್‌–ವೆಬ್‌ ಅಪ್ಲಿಕೇಷನ್‌ ಅಥವಾ ಮೊಬೈಲ್‌ ಅಪ್ಲಿಕೇಶನ್‌ ಸೇರಿದಂತೆ ಜಾಹೀರಾತು ಹೊಂದಿರುವ ಸುದ್ದಿಗಳನ್ನು ಸಂಗ್ರಹಿಸಿ ವಿತರಿಸುವ ಮೂಲಕ ಸುದ್ದಿ ವೇದಿಕೆಗಳು. ಇನ್‌ಫ್ಲೂಯೆನ್ಸರ್‌ ಮತ್ತು ಡಿಜಿಟಲ್‌ ಸುದ್ದಿ ಮಾಧ್ಯಮಗಳು ಜಾಹೀರಾತು ಪಡೆಯಲು ಅರ್ಹವಾಗಿವೆ. ಇನ್‌ಫ್ಲೂಯೆನ್ಸರ್‌ಗಳು ವಾರ್ತಾ ಮತ್ತು ಸಾರ್ವಜನಿಕ ಸಂಪರ್ಕ ಇಲಾಖೆಯಲ್ಲಿ ಎಂಪ್ಯಾನಲ್‌ ಆಗಿರುವ ಸಂಸ್ಥೆಗಳ ಮೂಲಕ ಜಾಹೀರಾತು ಪಡೆಯಲು ಅರ್ಹತೆ ಹೊಂದಿರುತ್ತಾರೆ. ಡಿಜಿಟಲ್‌ ಜಾಹೀರಾತಿಗಾಗಿ ಕರ್ನಾಟಕ ಡಿಜಿಟಲ್‌ <box>608 1771 893 2106</box>
story2-paragraph: ದೂರುಗಳು ಬರುತ್ತಲೇ ಇವೆ. ಈ ನಿಟ್ಟಿನಲ್ಲಿ ಜನರು ಕಚೇರಿಗಳಿಗೆ ಅಲೆಯುವುದನ್ನು ತಪ್ಪಿಸಲು ಹಾಗೂ ಗ್ರಾಮೀಣರಿಗೆ ಸರಕಾರಿ ಸೇವೆ ತಲುಪಿಸಲು ಗ್ರಾಮಲೆಕ್ಕಿಗರಲ್ಲಿ ಇರುವ ಕೆಲಸ ಹಾಗೂ ಕಂದಾಯ ಇಲಾಖೆಯ ಎಲ್ಲಾ ಕೆಲಸ ಮಾಡಬೇಕು ಎಂದು ತಿಳಿಸಿದರು. ಶಾಸಕ ಸಿ.ಬಿ.ಸುರೇಶಬಾಬು ಮಾತನಾಡಿ ಹಿಂದಿನ ಬಾರಿ ರಾಜ್ಯದಲ್ಲಿ ಪ್ರಥಮವಾಗಿ ಗ್ರಾಮದಲ್ಲಿ ಪೋಲೀಸ್‌ ಠಾಣೆಗೆ ನನ್ನ ಅನುದಾನದಿಂದ ಜೀಪ್‌ ನೀಡಲಾಗಿದೆ. ನಂತರ ಅದನ್ನು ಹಲವರು ಅನುಸರಿಸಿದರು. ಈಗ ಟ್ರಸ್ಟ್‌ ಮೂಲಕ ಯೋಜನೆಯನ್ನು ಅನುಷ್ಠಾನಗೊಳಿಸಿ <box>491 1103 706 1306</box>
story3-headline-line2: ರೈತರಿಗೆ ರಿಯಾಯತಿ ದರದಲ್ಲಿ ಬಿತ್ತನೆ ಬೀಜ ಲಭ್ಯ <box>1041 820 1407 849</box>
story4-col1 <box>578 1407 797 1693</box>
story5-paragraph: ಬೆಂಗಳೂರು: ಸರ್ಕಾರದ ನೀತಿ ಮತ್ತು ಯೋಜನೆಗಳನ್ನು ಅಂತರ್ಜಾಲ ಬಳಸುವ ಜನರಿಗೆ ಡಿಜಿಟಲ್‌ ಮಾಧ್ಯಮ ವೇದಿಕೆಗಳ ಮೂಲಕ ತಲುಪಿಸಲು ವಾರ್ತಾ ಮತ್ತು ಸಾರ್ವಜನಿಕ ಸಂಪರ್ಕ ಇಲಾಖೆಯು ಕರ್ನಾಟಕ ಡಿಜಿಟಲ್‌ ಜಾಹೀರಾತು ಮಾರ್ಗಸೂಚಿ 2024 ಅನ್ನು ಜಾರಿಗೆ ತಂದಿದೆ ಎಂದು ಮುಖ್ಯಮಂತ್ರಿ ಸಿದ್ದರಾಮಯ್ಯ ತಿಳಿಸಿದ್ದಾರೆ. ಕರ್ನಾಟಕ ಸರ್ಕಾರವು ಡಿಜಿಟಲ್‌ ಜಾಹೀರಾತಿಗಾಗಿ ಡಿಜಿಟಲ್‌ ಜಾಹೀರಾತು ಏಜೆನ್ಸಿ ಮತ್ತು ಡಿಜಿಟಲ್‌ ಮಾಧ್ಯಮವನ್ನು ಎಂಪ್ಯಾನಲ್‌ಮೆಂಟ್‌ ಮಾಡಿಕೊಳ್ಳುತ್ತಿದೆ. ದೇಶದಲ್ಲಿಯೇ ಮೊದಲ ಬಾರಿಗೆ ಡಿಜಿಟಲ್‌ ವಿಷಯ ಮತ್ತು ಮಾಧ್ಯಮಗಳನ್ನು ನೋಂದಾಯಿಸಿಕೊಳ್ಳಲಾಗುತ್ತಿದೆ ಎಂದು ಮಾಹಿತಿ ನೀಡಿರುವ ಮುಖ್ಯಮಂತ್ರಿಯವರು ಪತ್ರಿಕಾ ಪ್ರಕಟಣೆಯಲ್ಲಿ ತಿಳಿಸಿದ್ದಾರೆ. ಕೆಲವು ವರ್ಷಗಳಿಂದ ಮಾಧ್ಯಮದ ವ್ಯಾಪ್ತಿ ಮತ್ತು ಸ್ವರೂಪ ಬದಲಾಗಿದೆ. ಅಂತರ್ಜಾಲ, ಅಗ್ಗದ ಸ್ಮಾರ್ಟ್‌ಫೋನ್‌, ಸ್ಮಾರ್ಟ್‌ ಟಿವಿ ಹಾಗೂ ಸ್ಮಾರ್ಟ್‌ ಫೋನ್‌, ಸಾಮಾಜಿಕ ಜಾಲತಾಣಗಳ ಬಳಕೆ ಹೆಚ್ಚಾಗಿದೆ. ಸಾಂಪ್ರದಾಯಿಕ ಜಾಹೀರಾತುಗಳಿಗಿಂತ ಡಿಜಿಟಲ್‌ ಜಾಹೀರಾತು ಹೆಚ್ಚು ಪ್ರಭಾವಶಾಲಿಯಾಗಿವೆ. ಜೊತೆಗೆ, ಹೆಚ್ಚು ಜನಸಾಮಾನ್ಯರನ್ನು ನೇರವಾಗಿ ತಲುಪುತ್ತಿವೆ. ಈ ಹಿನ್ನೆಲೆಯಲ್ಲಿ ಸರ್ಕಾರದ ಕಾರ್ಯಕ್ರಮಗಳು ಮತ್ತು ನೀತಿಗಳ ಬಗ್ಗೆ ಸಾರ್ವಜನಿಕರಲ್ಲಿ ಅರಿವು <box>18 1771 303 2088</box>
story1-col3 <box>898 114 1184 767</box>
story1-headline-text: ವಿಶ್ವ ಬೌದ್ಧಿಕ ಆಸ್ತಿ ದಿನ <box>316 127 671 185</box>
story5-tail: ಗೆ ಭೇಟಿ ನೀಡಿ, ನಿಗದಿಪಡಿಸಿರುವ ದಾಖಲಾತಿಗಳೊಂದಿಗೆ ಶುಲ್ಕ ಪಾವತಿಸಿ, ಮೇ 15ರ ಒಳಗೆ ಅರ್ಜಿ ಸಲ್ಲಿಸಲು ಅವರು ಮನವಿ ಮಾಡಿದ್ದಾರೆ. <box>1199 2022 1491 2075</box>
story1-under-image-b <box>614 486 892 764</box>
masthead-page-number: 3 <box>1468 77 1483 99</box>
sevasindhu-link[interactable]: sevasindhu.karnataka.gov.in <box>1199 2019 1444 2037</box>
story3-paragraph: ತುಮಕೂರು: ಕೃಷಿ ಇಲಾಖೆ ವತಿಯಿಂದ ಪೂರ್ವ ಮುಂಗಾರು ಹಂಗಾಮಿಗೆ ಅವಶ್ಯವಿರುವ ಹೆಸರು, ಉದ್ದು ಮತ್ತು ಅಲಸಂದೆ ಬಿತ್ತನೆ ಬೀಜಗಳನ್ನು ಹತ್ತಿರದಲ್ಲಿರುವ ರೈತ ಸಂಪರ್ಕ ಕೇಂದ್ರಗಳಲ್ಲಿ ರಿಯಾಯತಿ ದರದಲ್ಲಿ ವಿತರಿಸಲಾಗುತ್ತಿದ್ದು, ರೈತರು ಅದರ ಸದುಪಯೋಗವನ್ನು ಪಡೆದುಕೊಳ್ಳಬೇಕೆಂದು ಜಂಟಿ ಕೃಷಿ ನಿರ್ದೇಶಕ ರಮೇಶ್‌ ಮನವಿ ಮಾಡಿದ್ದಾರೆ. ಜಿಲ್ಲೆಯಲ್ಲಿ ಉತ್ತಮ ಮಳೆಯಾಗುತ್ತಿರುವ ಕಾರಣ ಮುಂದಿನ ದಿನಗಳಲ್ಲೂ ಉತ್ತಮ ಮಳೆಯನ್ನು ನಿರೀಕ್ಷಿಸುತ್ತಿರುವ ರೈತರು ಕೃಷಿ ಚಟುವಟಿಕೆಗಳನ್ನು ಪ್ರಾರಂಭಿಸಿದ್ದಾರೆ. ಜಿಲ್ಲೆಯ ಚಿಕ್ಕನಾಯಕನಹಳ್ಳಿ, ತಿಪಟೂರು, ತುರುವೇಕೆರೆ ಮತ್ತು ಕುಣಿಗಲ್‌ ತಾಲ್ಲೂಕುಗಳಲ್ಲಿ ಪೂರ್ವ ಮುಂಗಾರಿನ ಬೆಳೆಗಳಾದ ಹೆಸರು, ಉದ್ದು, ಎಳ್ಳು ಮತ್ತು ಅಲಸಂದೆ ಬೆಳೆಗಳ ಬಿತ್ತನೆಗೆ ಭೂಮಿ ಸಿದ್ಧತೆ ಕಾರ್ಯ ಪ್ರಗತಿಯಲ್ಲಿದೆ. ಜಿಲ್ಲೆಗೆ ಪೂರ್ವ ಮುಂಗಾರು ಹಂಗಾಮಿಗೆ ಅಂದಾಜು 810 <box>950 868 1210 1109</box>
story4-paragraph: ತುಮಕೂರು: ಜಿಲ್ಲೆಯ ಚಿಕ್ಕನಾಯಕನಹಳ್ಳಿ ತಾಲ್ಲೂಕು ಶೆಟ್ಟಿಕೆರೆ ಹೋಬಳಿಯ ಅಗಸರಹಳ್ಳಿ ಗ್ರಾಮದಲ್ಲಿ ಮಂಗಳವಾರ ರಾತ್ರಿ ಸುರಿದ ಭಾರಿ ಮಳೆ–ಗಾಳಿಯಿಂದ ಸುದರ್ಶನ್‌ ಎಸ್‌ ಕುಮಾರಸ್ವಾಮಿ ಅವರ ಸರ್ವೆ ನಂಬರ್‌ 41ರ ಜಮೀನಿನಲ್ಲಿ ಬೆಳೆದಿದ್ದ ಅಡಿಕೆ ಮತ್ತು ತೆಂಗಿನ ಮರಗಳು ಹಾನಿಗೀಡು, ಜಿಲ್ಲಾಧಿಕಾರಿ ಶುಭ ಕಲ್ಯಾಣ್‌ ಸ್ಥಳಕ್ಕೆ ಭೇಟಿ ನೀಡಿ ಪರಿಶೀಲಿಸಿದರು. ಪ್ರಕೃತಿ ವಿಕೋಪ ಪ್ರಗತಿ ಪರಿಶೀಲನೆ ನಂತರ ಚಿಕ್ಕನಾಯಕನಹಳ್ಳಿ ತಾಲ್ಲೂಕಿನಲ್ಲಿ ಪ್ರಧಾನ ಮಂತ್ರಿ ಆವಾಸ್‌ ಯೋಜನೆಯಡಿ ಕೈಗೊಂಡಿರುವ ವಸತಿ ನಿರ್ಮಾಣ ಕಾಮಗಾರಿ ಪ್ರಗತಿಯನ್ನು ಪರಿಶೀಲಿಸಿ ಮಾತನಾಡಿದ ಅವರು, ಯೋಜನೆಯಡಿ <box>578 1408 797 1630</box>
